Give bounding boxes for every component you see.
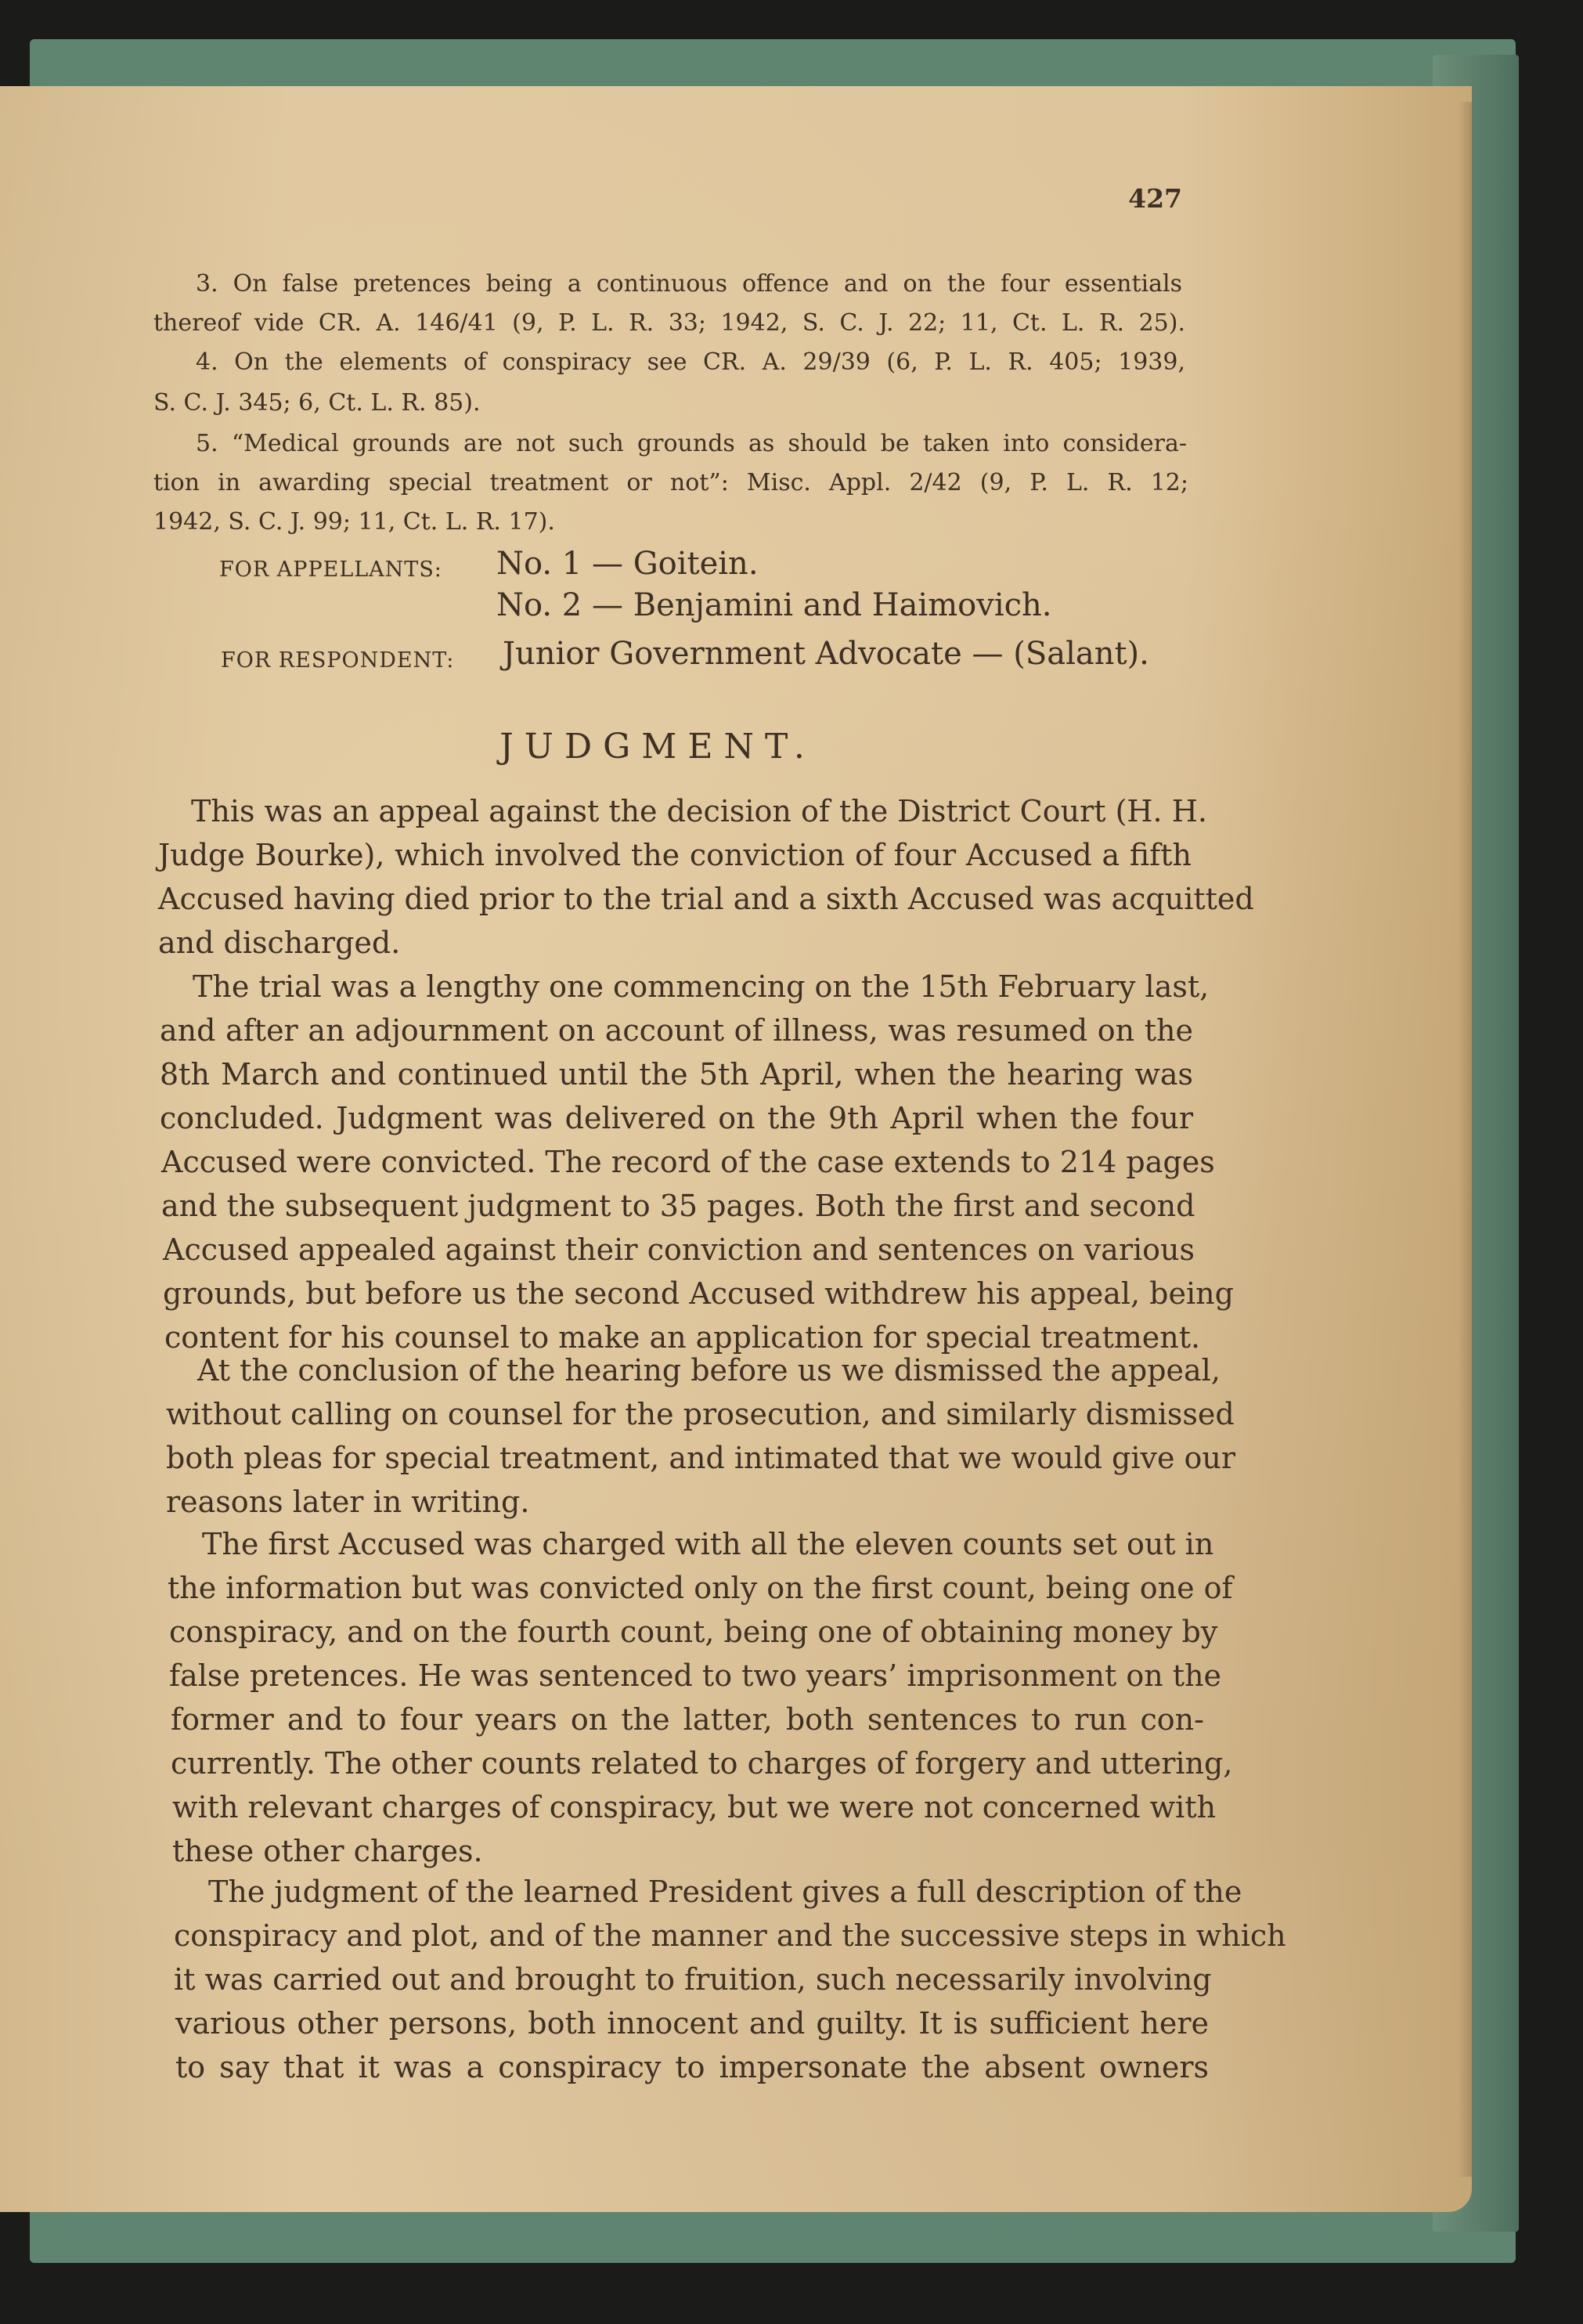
- para-2-line-5: Accused were convicted. The record of the case extends to 214 pages: [161, 1145, 1215, 1179]
- judgment-heading: JUDGMENT.: [499, 727, 816, 767]
- para-5-line-3: it was carried out and brought to fruition, such necessarily involving: [174, 1962, 1212, 1997]
- footnote-5-line-2: tion in awarding special treatment or not”: Misc. Appl. 2/42 (9, P. L. R. 12;: [153, 469, 1188, 496]
- para-2-line-7: Accused appealed against their conviction and sentences on various: [163, 1232, 1195, 1267]
- para-2-line-8: grounds, but before us the second Accused withdrew his appeal, being: [163, 1276, 1234, 1311]
- para-4-line-6: currently. The other counts related to charges of forgery and uttering,: [171, 1746, 1233, 1781]
- para-1-line-3: Accused having died prior to the trial and a sixth Accused was acquitted: [158, 882, 1254, 916]
- para-3-line-2: without calling on counsel for the prosecution, and similarly dismissed: [166, 1397, 1235, 1431]
- para-2-line-3: 8th March and continued until the 5th April, when the hearing was: [160, 1057, 1193, 1092]
- para-1-line-2: Judge Bourke), which involved the conviction of four Accused a fifth: [158, 838, 1192, 872]
- para-4-line-7: with relevant charges of conspiracy, but we were not concerned with: [172, 1790, 1217, 1824]
- para-2-line-6: and the subsequent judgment to 35 pages. Both the first and second: [161, 1189, 1195, 1223]
- footnote-5-line-1: 5. “Medical grounds are not such grounds as should be taken into considera-: [196, 430, 1187, 457]
- para-3-line-3: both pleas for special treatment, and intimated that we would give our: [166, 1441, 1236, 1475]
- counsel-appellants-label: FOR APPELLANTS:: [219, 558, 442, 582]
- footnote-3-line-1: 3. On false pretences being a continuous offence and on the four essentials: [196, 270, 1182, 298]
- para-2-line-1: The trial was a lengthy one commencing on the 15th February last,: [193, 969, 1210, 1004]
- para-5-line-5: to say that it was a conspiracy to impersonate the absent owners: [175, 2050, 1209, 2084]
- counsel-appellant-2: No. 2 — Benjamini and Haimovich.: [496, 587, 1052, 623]
- para-5-line-2: conspiracy and plot, and of the manner and the successive steps in which: [174, 1918, 1286, 1953]
- footnote-4-line-1: 4. On the elements of conspiracy see CR. A. 29/39 (6, P. L. R. 405; 1939,: [196, 348, 1185, 376]
- para-2-line-9: content for his counsel to make an application for special treatment.: [164, 1320, 1201, 1355]
- para-1-line-4: and discharged.: [158, 926, 401, 960]
- counsel-respondent-label: FOR RESPONDENT:: [221, 648, 455, 673]
- counsel-respondent: Junior Government Advocate — (Salant).: [503, 636, 1149, 672]
- para-3-line-4: reasons later in writing.: [166, 1485, 530, 1519]
- para-4-line-8: these other charges.: [172, 1834, 483, 1868]
- footnote-4-line-2: S. C. J. 345; 6, Ct. L. R. 85).: [153, 389, 481, 417]
- para-1-line-1: This was an appeal against the decision of the District Court (H. H.: [191, 794, 1207, 828]
- para-5-line-4: various other persons, both innocent and guilty. It is sufficient here: [175, 2006, 1209, 2041]
- para-3-line-1: At the conclusion of the hearing before us we dismissed the appeal,: [197, 1353, 1221, 1388]
- para-4-line-5: former and to four years on the latter, both sentences to run con-: [171, 1702, 1204, 1737]
- para-4-line-2: the information but was convicted only on the first count, being one of: [168, 1571, 1233, 1605]
- page-number: 427: [1128, 183, 1182, 214]
- page-edge-shadow: [1458, 102, 1472, 2177]
- counsel-appellant-1: No. 1 — Goitein.: [496, 546, 759, 582]
- para-5-line-1: The judgment of the learned President gives a full description of the: [208, 1875, 1242, 1909]
- footnote-5-line-3: 1942, S. C. J. 99; 11, Ct. L. R. 17).: [153, 508, 555, 536]
- para-4-line-1: The first Accused was charged with all the eleven counts set out in: [202, 1527, 1214, 1561]
- para-2-line-2: and after an adjournment on account of illness, was resumed on the: [160, 1013, 1193, 1048]
- para-4-line-4: false pretences. He was sentenced to two years’ imprisonment on the: [169, 1658, 1222, 1693]
- para-4-line-3: conspiracy, and on the fourth count, being one of obtaining money by: [169, 1615, 1218, 1649]
- para-2-line-4: concluded. Judgment was delivered on the 9th April when the four: [160, 1101, 1193, 1135]
- footnote-3-line-2: thereof vide CR. A. 146/41 (9, P. L. R. 33; 1942, S. C. J. 22; 11, Ct. L. R. 25).: [153, 309, 1185, 337]
